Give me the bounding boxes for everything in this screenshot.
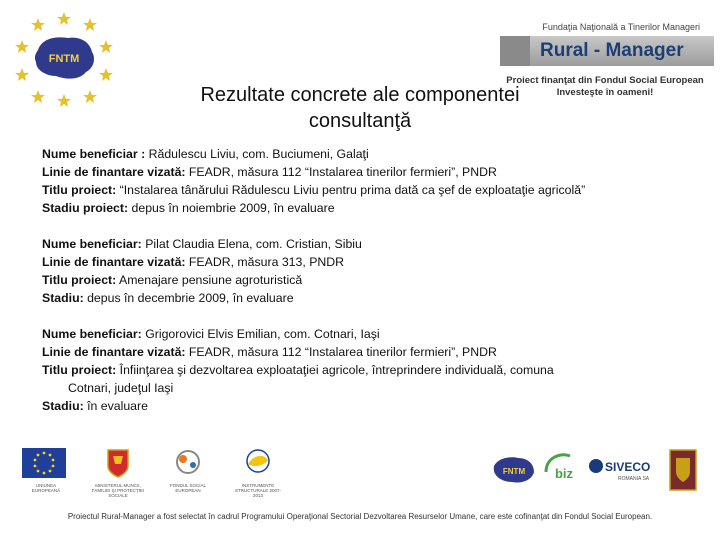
- partner-logos: [18, 448, 708, 496]
- siveco-logo-subtext: ROMANIA SA: [618, 476, 650, 482]
- siveco-logo-text: SIVECO: [605, 460, 651, 474]
- project-status-line: Stadiu: în evaluare: [42, 399, 148, 413]
- foundation-name: Fundaţia Naţională a Tinerilor Manageri: [542, 22, 700, 32]
- pos-logo: [230, 448, 286, 498]
- project-status-line: Stadiu: depus în decembrie 2009, în evaluare: [42, 291, 294, 305]
- slide-title: [150, 82, 570, 134]
- beneficiary-name-line: Nume beneficiar : Rădulescu Liviu, com. Buciumeni, Galaţi: [42, 147, 369, 161]
- project-title-continuation: Cotnari, judeţul Iaşi: [68, 381, 174, 395]
- beneficiaries-list: [42, 145, 702, 433]
- project-line-1: Proiect finanţat din Fondul Social European: [506, 75, 704, 86]
- biz-logo-text: biz: [554, 466, 574, 481]
- financing-line: Linie de finantare vizată: FEADR, măsura 112 “Instalarea tinerilor fermieri”, PNDR: [42, 165, 497, 179]
- beneficiary-block: [42, 325, 702, 415]
- siveco-logo: [588, 454, 658, 489]
- header-branding: [500, 22, 714, 66]
- partner-emblem-logo: [668, 448, 698, 499]
- fntm-small-logo-text: FNTM: [502, 467, 526, 476]
- project-title-line: Titlu proiect: Înfiinţarea şi dezvoltarea exploataţiei agricole, întreprindere individuală, comuna: [42, 363, 554, 377]
- eu-logo: [22, 448, 70, 493]
- slide-title-line2: consultanţă: [308, 110, 412, 132]
- fntm-logo: [10, 8, 118, 108]
- pos-caption: INSTRUMENTE STRUCTURALE 2007-2013: [234, 483, 281, 498]
- fntm-small-logo: [488, 452, 538, 493]
- fse-caption: FONDUL SOCIAL EUROPEAN: [169, 483, 207, 493]
- banner-strip: [500, 36, 530, 66]
- fse-logo: [163, 448, 213, 493]
- beneficiary-name-line: Nume beneficiar: Grigorovici Elvis Emilian, com. Cotnari, Iaşi: [42, 327, 380, 341]
- beneficiary-block: [42, 145, 702, 217]
- banner-title: Rural - Manager: [540, 40, 684, 61]
- project-title-line: Titlu proiect: “Instalarea tânărului Rădulescu Liviu pentru prima dată ca şef de exploataţie agricolă”: [42, 183, 586, 197]
- footer-note: Proiectul Rural-Manager a fost selectat în cadrul Programului Operaţional Sectorial Dezvoltarea Resurselor Umane, care este cofinanţat din Fondul Social European.: [67, 512, 653, 521]
- beneficiary-block: [42, 235, 702, 307]
- eu-caption: UNIUNEA EUROPEANĂ: [31, 483, 61, 493]
- financing-line: Linie de finantare vizată: FEADR, măsura 112 “Instalarea tinerilor fermieri”, PNDR: [42, 345, 497, 359]
- project-title-line: Titlu proiect: Amenajare pensiune agroturistică: [42, 273, 303, 287]
- ministry-caption: MINISTERUL MUNCII, FAMILIEI ŞI PROTECŢIEI SOCIALE: [91, 483, 145, 498]
- fntm-logo-text: FNTM: [48, 53, 80, 65]
- slide-title-line1: Rezultate concrete ale componentei: [200, 84, 520, 106]
- ministry-logo: [88, 448, 148, 498]
- rural-manager-banner: [500, 36, 714, 66]
- project-status-line: Stadiu proiect: depus în noiembrie 2009, în evaluare: [42, 201, 335, 215]
- biz-logo: [540, 450, 584, 491]
- financing-line: Linie de finantare vizată: FEADR, măsura 313, PNDR: [42, 255, 345, 269]
- project-line-2: Investeşte în oameni!: [556, 87, 654, 98]
- beneficiary-name-line: Nume beneficiar: Pilat Claudia Elena, com. Cristian, Sibiu: [42, 237, 362, 251]
